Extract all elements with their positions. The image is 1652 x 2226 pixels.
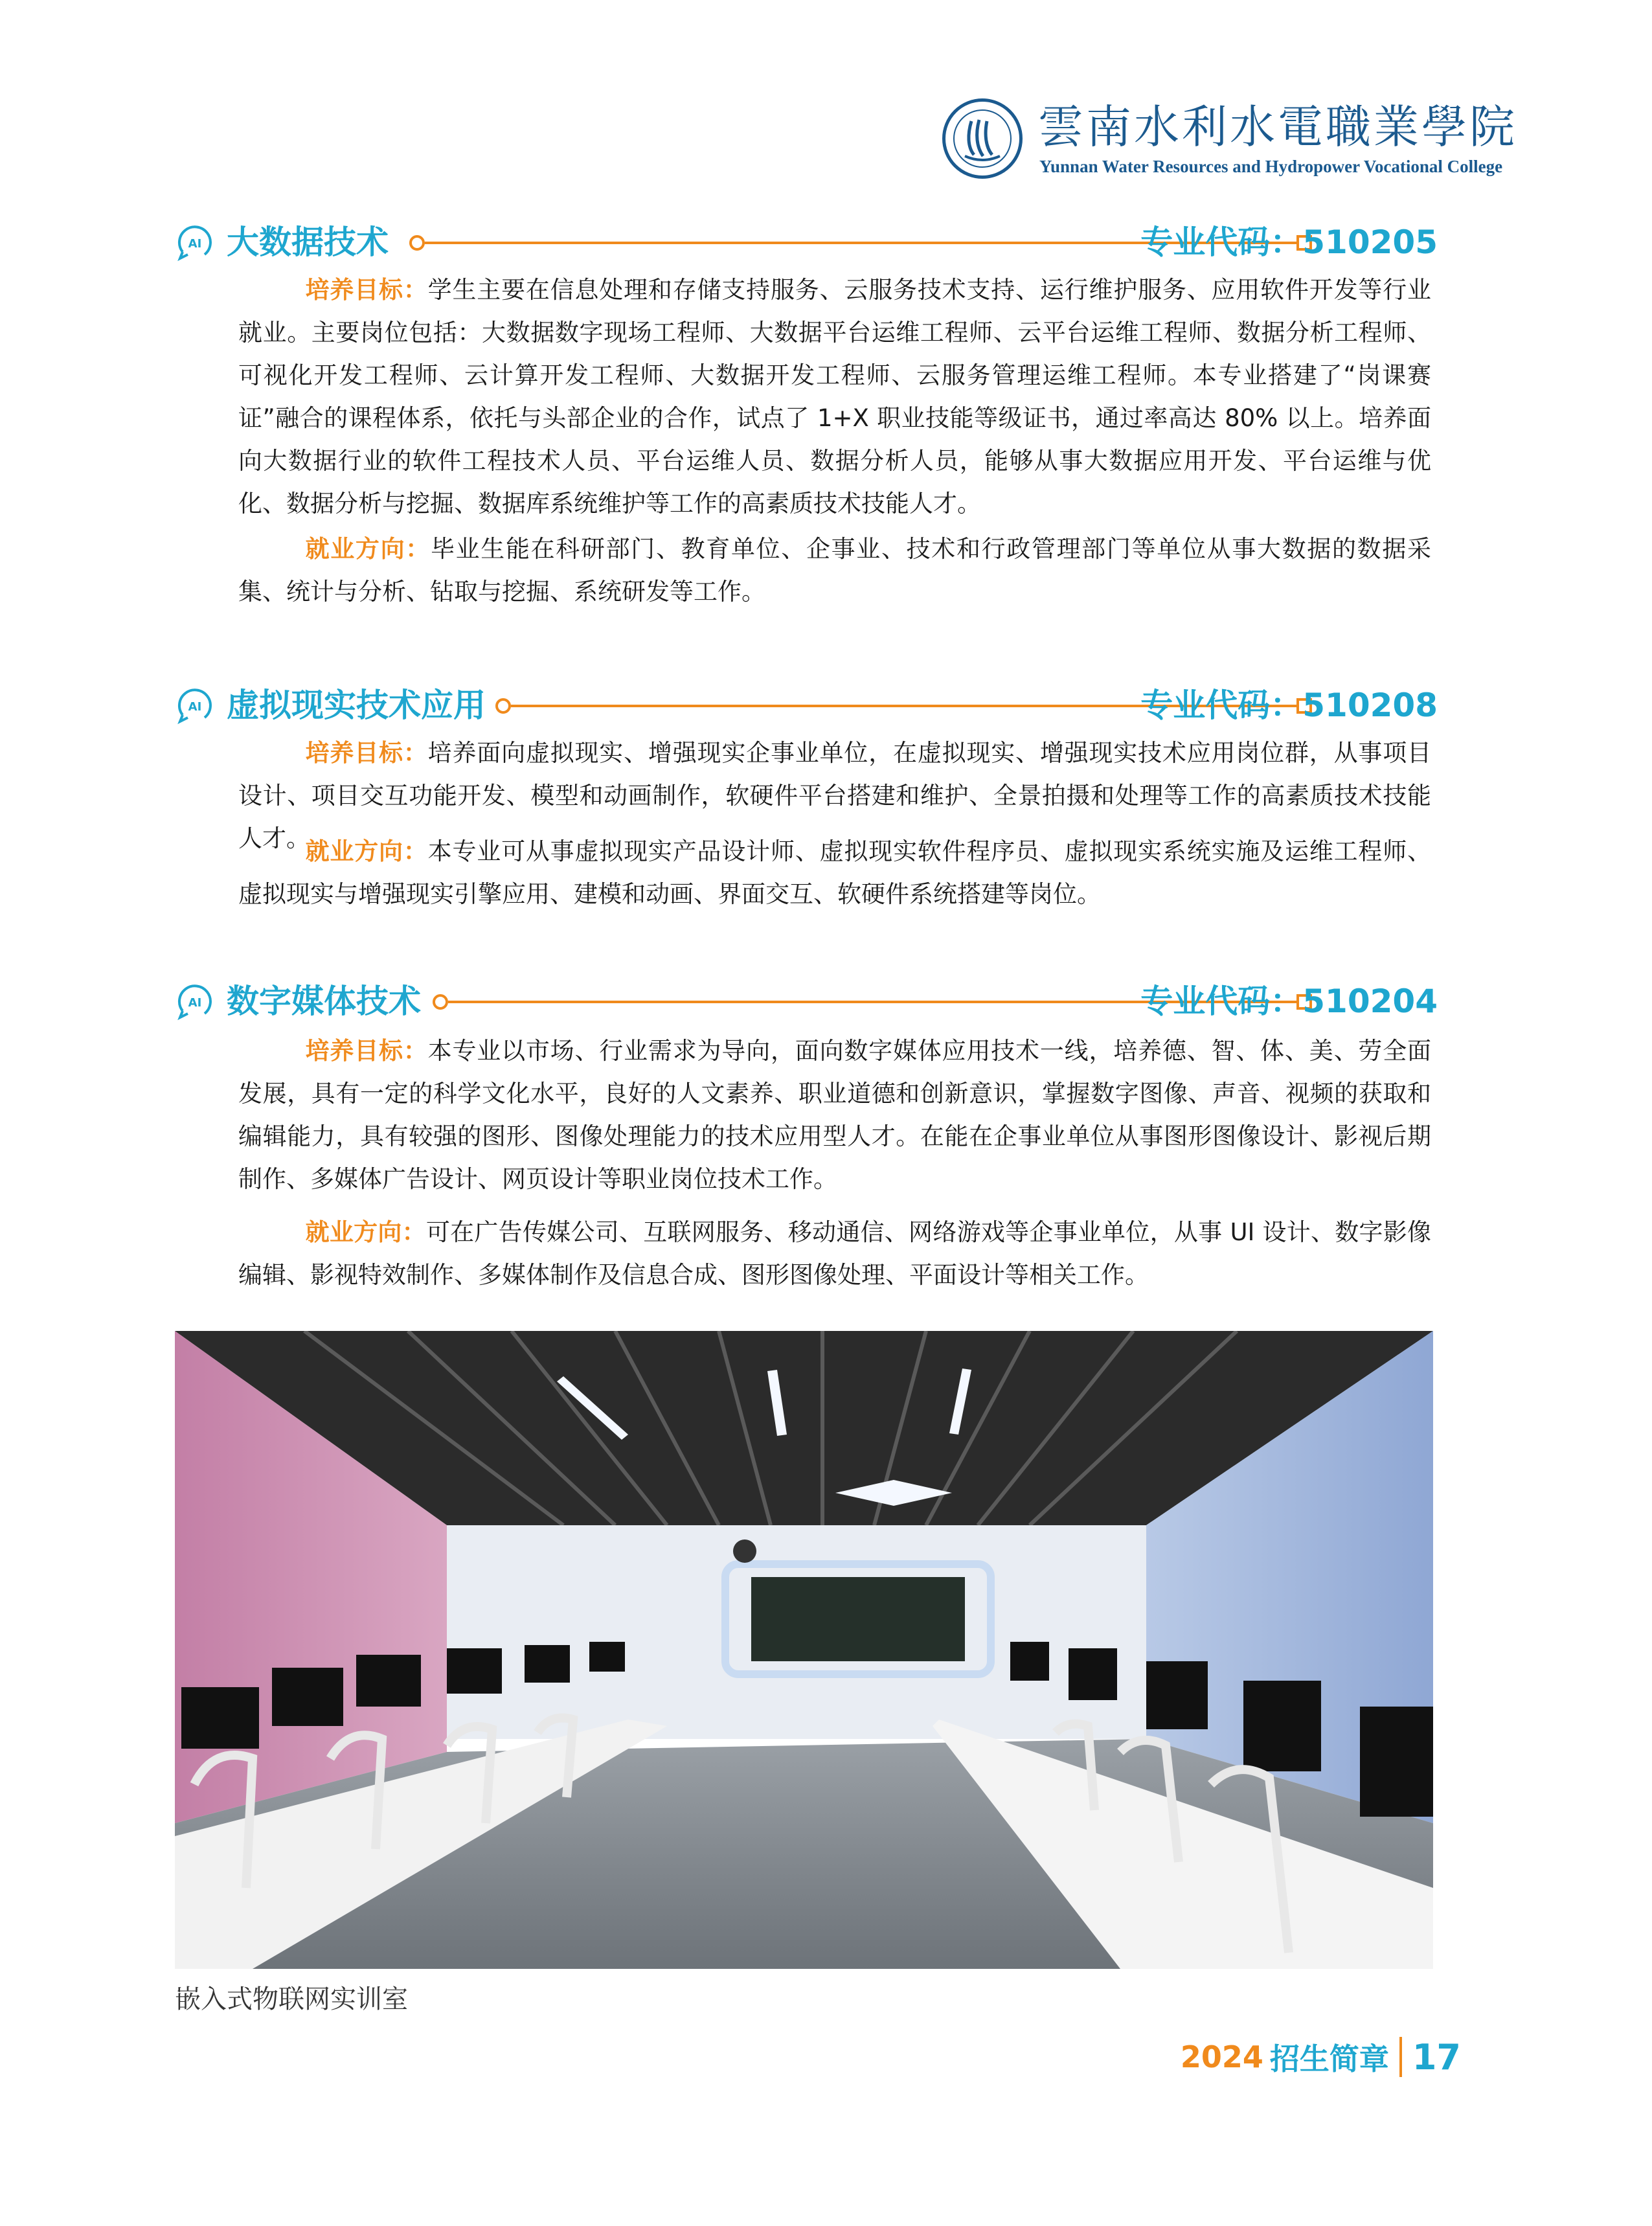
line-start-dot	[409, 235, 425, 251]
training-goal-paragraph	[238, 269, 1431, 525]
career-paragraph	[238, 1211, 1431, 1297]
section-header-bigdata	[175, 217, 1438, 269]
goal-label: 培养目标：	[305, 739, 428, 767]
career-text: 可在广告传媒公司、互联网服务、移动通信、网络游戏等企事业单位，从事 UI 设计、数字影像编辑、影视特效制作、多媒体制作及信息合成、图形图像处理、平面设计等相关工作。	[238, 1218, 1432, 1289]
school-name-cn: 雲南水利水電職業學院	[1038, 100, 1517, 153]
career-text: 毕业生能在科研部门、教育单位、企事业、技术和行政管理部门等单位从事大数据的数据采集、统计与分析、钻取与挖掘、系统研发等工作。	[238, 535, 1431, 606]
career-label: 就业方向：	[305, 1218, 426, 1246]
career-text: 本专业可从事虚拟现实产品设计师、虚拟现实软件程序员、虚拟现实系统实施及运维工程师、虚拟现实与增强现实引擎应用、建模和动画、界面交互、软硬件系统搭建等岗位。	[238, 837, 1431, 908]
career-paragraph	[238, 830, 1431, 916]
program-code: 专业代码：510204	[1140, 982, 1438, 1020]
line-start-dot	[495, 698, 511, 714]
training-goal-paragraph	[238, 1030, 1431, 1201]
goal-label: 培养目标：	[305, 1037, 428, 1065]
school-logo	[942, 98, 1517, 186]
ai-icon	[175, 222, 215, 262]
section-header-digital-media	[175, 976, 1438, 1028]
footer-title: 招生简章	[1269, 2041, 1389, 2076]
section-title: 虚拟现实技术应用	[227, 687, 486, 724]
goal-label: 培养目标：	[305, 276, 428, 304]
section-title: 大数据技术	[227, 223, 389, 261]
line-start-dot	[433, 994, 448, 1010]
ai-icon	[175, 981, 215, 1021]
page-footer	[1181, 2036, 1461, 2087]
goal-text: 培养面向虚拟现实、增强现实企事业单位，在虚拟现实、增强现实技术应用岗位群，从事项目设计、项目交互功能开发、模型和动画制作，软硬件平台搭建和维护、全景拍摄和处理等工作的高素质技术技能人才。	[238, 739, 1431, 852]
svg-text:AI: AI	[188, 700, 202, 714]
svg-text:AI: AI	[188, 996, 202, 1010]
career-label: 就业方向：	[305, 837, 428, 865]
career-paragraph	[238, 528, 1431, 613]
career-label: 就业方向：	[305, 535, 431, 563]
program-code: 专业代码：510205	[1140, 223, 1438, 261]
goal-text: 学生主要在信息处理和存储支持服务、云服务技术支持、运行维护服务、应用软件开发等行业就业。主要岗位包括：大数据数字现场工程师、大数据平台运维工程师、云平台运维工程师、数据分析工程师、可视化开发工程师、云计算开发工程师、大数据开发工程师、云服务管理运维工程师。本专业搭建了“岗课赛证”融合的课程体系，依托与头部企业的合作，试点了 1+X 职业技能等级证书，通过率高达 80% 以上。培养面向大数据行业的软件工程技术人员、平台运维人员、数据分析人员，能够从事大数据应用开发、平台运维与优化、数据分析与挖掘、数据库系统维护等工作的高素质技术技能人才。	[238, 276, 1431, 517]
section-header-vr	[175, 680, 1438, 732]
school-name-en: Yunnan Water Resources and Hydropower Vocational College	[1039, 157, 1503, 176]
ai-icon	[175, 685, 215, 725]
footer-divider	[1399, 2037, 1402, 2077]
footer-year: 2024	[1180, 2039, 1263, 2074]
svg-text:AI: AI	[188, 237, 202, 251]
school-seal-icon	[942, 98, 1023, 179]
program-code: 专业代码：510208	[1140, 687, 1438, 724]
photo-caption: 嵌入式物联网实训室	[175, 1984, 408, 2014]
page-number: 17	[1412, 2036, 1461, 2078]
goal-text: 本专业以市场、行业需求为导向，面向数字媒体应用技术一线，培养德、智、体、美、劳全面发展，具有一定的科学文化水平，良好的人文素养、职业道德和创新意识，掌握数字图像、声音、视频的获取和编辑能力，具有较强的图形、图像处理能力的技术应用型人才。在能在企事业单位从事图形图像设计、影视后期制作、多媒体广告设计、网页设计等职业岗位技术工作。	[238, 1037, 1431, 1193]
computer-lab-photo	[175, 1331, 1433, 1969]
section-title: 数字媒体技术	[227, 982, 421, 1020]
